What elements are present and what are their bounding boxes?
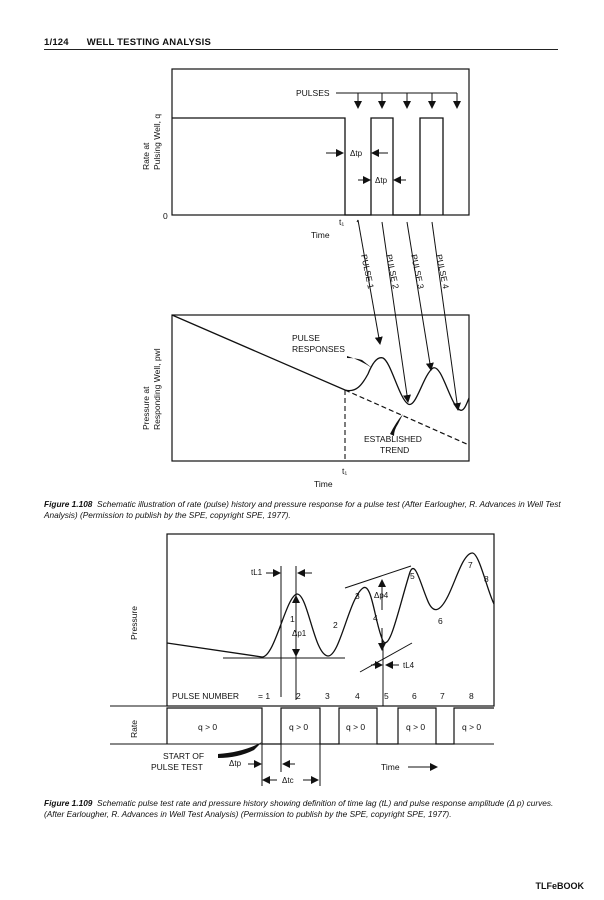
q-label-3: q > 0 — [346, 722, 366, 732]
fig109-pressure-ylabel: Pressure — [129, 605, 139, 640]
established-label-line2: TREND — [380, 445, 410, 455]
pulse-number-1: = 1 — [258, 691, 271, 701]
pulse-label-3: PULSE 3 — [409, 253, 427, 290]
pulse-number-8: 8 — [469, 691, 474, 701]
tl1-label: tL1 — [251, 568, 263, 577]
pulse-number-7: 7 — [440, 691, 445, 701]
q-label-5: q > 0 — [462, 722, 482, 732]
pulse-label-1: PULSE 1 — [359, 253, 377, 290]
pulse-responses-pointer — [347, 356, 372, 368]
pulse-label-4: PULSE 4 — [434, 253, 452, 290]
figure-109-caption-text: Schematic pulse test rate and pressure history showing definition of time lag (tL) and pulse response amplitude (Δ p) curves. (After Earlougher, R. Advances in Well Test Analysis) (Permission to publish by the SPE, copyright SPE, 1977). — [44, 798, 554, 819]
footer-watermark: TLFeBOOK — [535, 881, 584, 891]
fig109-pressure-curve — [167, 553, 494, 657]
q-label-2: q > 0 — [289, 722, 309, 732]
figure-108-caption — [44, 499, 562, 520]
pulse2-link — [382, 222, 408, 402]
fig109-pressure-panel — [129, 534, 494, 706]
fig109-time-label: Time — [381, 762, 400, 772]
pulse-number-6: 6 — [412, 691, 417, 701]
pulse-label-2: PULSE 2 — [384, 253, 402, 290]
dtp-label-upper: Δtp — [350, 149, 363, 158]
start-label-line2: PULSE TEST — [151, 762, 203, 772]
pulse-number-label: PULSE NUMBER — [172, 691, 240, 701]
pulse-number-4: 4 — [355, 691, 360, 701]
pulses-label: PULSES — [296, 88, 330, 98]
fig109-frame — [167, 534, 494, 706]
dp1-label: Δp1 — [292, 629, 307, 638]
pulse-responses-line1: PULSE — [292, 333, 320, 343]
figure-108-caption-text: Schematic illustration of rate (pulse) history and pressure response for a pulse test (After Earlougher, R. Advances in Well Test Analysis) (Permission to publish by the SPE, copyright SPE, 1977). — [44, 499, 561, 520]
peak-number-5: 5 — [410, 571, 415, 581]
pressure-ylabel-line1: Pressure at — [141, 386, 151, 430]
dtc-label: Δtc — [282, 776, 294, 785]
t1-label-pressure: t₁ — [342, 466, 348, 476]
rate-zero-label: 0 — [163, 211, 168, 221]
pulse-number-3: 3 — [325, 691, 330, 701]
pulse-link-top — [357, 217, 370, 220]
time-label-rate: Time — [311, 230, 330, 240]
figure-109-caption — [44, 798, 562, 819]
dp4-upper-trend — [345, 566, 411, 588]
peak-number-7: 7 — [468, 560, 473, 570]
q-label-1: q > 0 — [198, 722, 218, 732]
pulse-number-2: 2 — [296, 691, 301, 701]
pulse-number-5: 5 — [384, 691, 389, 701]
page-number: 1/124 — [44, 37, 69, 48]
figure-108-label: Figure 1.108 — [44, 499, 93, 509]
peak-number-6: 6 — [438, 616, 443, 626]
fig108-rate-panel — [141, 69, 469, 240]
fig109-rate-panel — [110, 706, 494, 786]
fig108-pulse-links — [357, 217, 458, 410]
figure-109-label: Figure 1.109 — [44, 798, 93, 808]
time-label-pressure: Time — [314, 479, 333, 489]
pulse-responses-label — [292, 333, 320, 343]
rate-history-line — [172, 118, 443, 215]
running-title: WELL TESTING ANALYSIS — [86, 37, 211, 48]
fig109-rate-ylabel: Rate — [129, 720, 139, 738]
rate-ylabel-line2: Pulsing Well, q — [152, 113, 162, 170]
pulse3-link — [407, 222, 431, 370]
q-label-4: q > 0 — [406, 722, 426, 732]
dtp-label-lower: Δtp — [375, 176, 388, 185]
t1-label-rate: t₁ — [339, 217, 345, 227]
established-label-line1: ESTABLISHED — [364, 434, 422, 444]
pulse-responses-label2: RESPONSES — [292, 344, 345, 354]
tl4-label: tL4 — [403, 661, 415, 670]
rate-ylabel-line1: Rate at — [141, 142, 151, 170]
peak-number-1: 1 — [290, 614, 295, 624]
fig108-pressure-panel — [141, 315, 469, 489]
start-label-line1: START OF — [163, 751, 205, 761]
dtp-label-fig109: Δtp — [229, 759, 242, 768]
dp4-label: Δp4 — [374, 591, 389, 600]
established-trend-pointer — [390, 414, 403, 436]
pressure-plot-frame — [172, 315, 469, 461]
pressure-ylabel-line2: Responding Well, pwl — [152, 348, 162, 430]
peak-number-3: 3 — [355, 591, 360, 601]
peak-number-2: 2 — [333, 620, 338, 630]
peak-number-8: 8 — [484, 574, 489, 584]
peak-number-4: 4 — [373, 613, 378, 623]
